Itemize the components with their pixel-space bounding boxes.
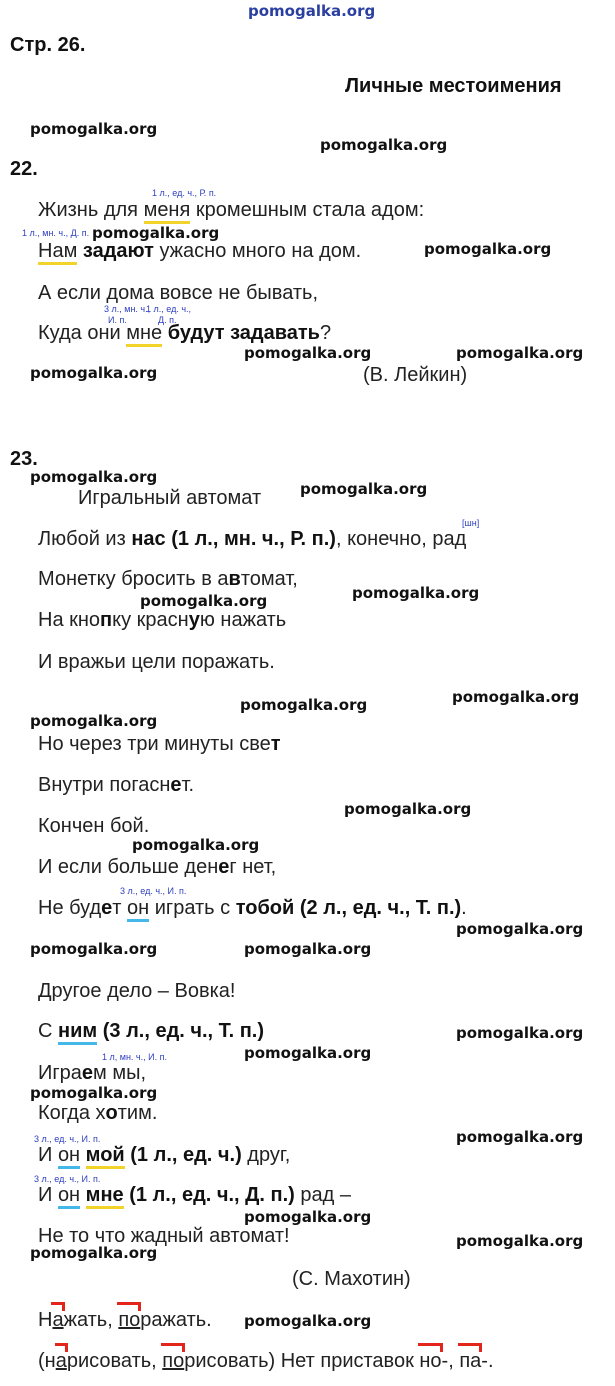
pronoun: мне <box>86 1184 124 1209</box>
poem-author: (С. Махотин) <box>292 1268 411 1290</box>
poem-line: Кончен бой. <box>38 815 150 837</box>
watermark: pomogalka.org <box>132 836 260 854</box>
pronoun: меня <box>144 199 191 224</box>
pronoun: ним <box>58 1020 97 1045</box>
grammar-note: Д. п. <box>158 315 177 325</box>
watermark: pomogalka.org <box>30 120 158 138</box>
watermark: pomogalka.org <box>452 688 580 706</box>
watermark: pomogalka.org <box>456 1232 584 1250</box>
pronoun: мне <box>126 322 162 347</box>
watermark: pomogalka.org <box>248 2 376 20</box>
poem-line: Играем мы, <box>38 1062 147 1084</box>
exercise-number: 22. <box>10 158 38 180</box>
prefix-note: (нарисовать, порисовать) Нет приставок но-, па-. <box>38 1350 494 1372</box>
pronoun: он <box>127 897 149 922</box>
watermark: pomogalka.org <box>352 584 480 602</box>
watermark: pomogalka.org <box>456 344 584 362</box>
watermark: pomogalka.org <box>300 480 428 498</box>
topic-heading: Личные местоимения <box>345 75 562 97</box>
grammar-note: 1 л, мн. ч., И. п. <box>102 1052 167 1062</box>
grammar-note: И. п. <box>108 315 127 325</box>
watermark: pomogalka.org <box>30 1084 158 1102</box>
pronoun: нас <box>131 528 166 550</box>
watermark: pomogalka.org <box>244 1208 372 1226</box>
verb: будут задавать <box>167 322 320 344</box>
poem-line: Но через три минуты свет <box>38 733 281 755</box>
poem-line: И он мой (1 л., ед. ч.) друг, <box>38 1144 290 1167</box>
poem-line: На кнопку красную нажать <box>38 609 287 631</box>
watermark: pomogalka.org <box>30 940 158 958</box>
watermark: pomogalka.org <box>30 364 158 382</box>
poem-line: Монетку бросить в автомат, <box>38 568 298 590</box>
watermark: pomogalka.org <box>244 1312 372 1330</box>
grammar-note: 3 л., ед. ч., И. п. <box>34 1174 101 1184</box>
exercise-number: 23. <box>10 448 38 470</box>
watermark: pomogalka.org <box>30 712 158 730</box>
poem-line: Жизнь для меня кромешным стала адом: <box>38 199 424 222</box>
verb: задают <box>82 240 154 262</box>
prefix-mark: а <box>55 1350 67 1372</box>
watermark: pomogalka.org <box>456 920 584 938</box>
poem-line: Не будет он играть с тобой (2 л., ед. ч., Т. п.). <box>38 897 467 920</box>
watermark: pomogalka.org <box>244 1044 372 1062</box>
grammar-note: 1 л., ед. ч., Р. п. <box>152 188 217 198</box>
watermark: pomogalka.org <box>240 696 368 714</box>
poem-title: Игральный автомат <box>78 487 262 509</box>
watermark: pomogalka.org <box>30 468 158 486</box>
poem-line: Любой из нас (1 л., мн. ч., Р. п.), конечно, рад <box>38 528 467 550</box>
grammar-note: 1 л., мн. ч., Д. п. <box>22 228 90 238</box>
poem-line: Нам задают ужасно много на дом. <box>38 240 361 263</box>
grammar-note: 1 л., ед. ч., <box>146 304 192 314</box>
watermark: pomogalka.org <box>320 136 448 154</box>
grammar-note: 3 л., ед. ч., И. п. <box>34 1134 101 1144</box>
watermark: pomogalka.org <box>30 1244 158 1262</box>
pronoun: он <box>58 1144 80 1169</box>
watermark: pomogalka.org <box>456 1128 584 1146</box>
watermark: pomogalka.org <box>244 344 372 362</box>
pronoun: тобой (2 л., ед. ч., Т. п.) <box>235 897 462 919</box>
prefix-mark: а <box>52 1309 64 1331</box>
poem-line: Когда хотим. <box>38 1102 158 1124</box>
pronoun: мой <box>86 1144 125 1169</box>
phonetic-note: [шн] <box>462 518 480 528</box>
watermark: pomogalka.org <box>344 800 472 818</box>
watermark: pomogalka.org <box>92 224 220 242</box>
poem-line: С ним (3 л., ед. ч., Т. п.) <box>38 1020 264 1043</box>
poem-line: И если больше денег нет, <box>38 856 277 878</box>
pronoun: он <box>58 1184 80 1209</box>
poem-line: Внутри погаснет. <box>38 774 194 796</box>
prefix-mark: но <box>419 1350 442 1372</box>
prefix-mark: по <box>118 1309 141 1331</box>
watermark: pomogalka.org <box>244 940 372 958</box>
grammar-note: 3 л., мн. ч., <box>104 304 151 314</box>
watermark: pomogalka.org <box>456 1024 584 1042</box>
prefix-mark: па <box>459 1350 482 1372</box>
page-label: Стр. 26. <box>10 34 86 56</box>
poem-author: (В. Лейкин) <box>363 364 468 386</box>
pronoun: Нам <box>38 240 77 265</box>
poem-line: Не то что жадный автомат! <box>38 1225 290 1247</box>
watermark: pomogalka.org <box>140 592 268 610</box>
poem-line: И он мне (1 л., ед. ч., Д. п.) рад – <box>38 1184 351 1207</box>
poem-line: Куда они мне будут задавать? <box>38 322 331 345</box>
poem-line: А если дома вовсе не бывать, <box>38 282 319 304</box>
grammar-note: 3 л., ед. ч., И. п. <box>120 886 187 896</box>
poem-line: Другое дело – Вовка! <box>38 980 236 1002</box>
prefix-mark: по <box>162 1350 185 1372</box>
watermark: pomogalka.org <box>424 240 552 258</box>
poem-line: И вражьи цели поражать. <box>38 651 275 673</box>
pronoun: они <box>87 322 121 344</box>
prefix-note: Нажать, поражать. <box>38 1309 212 1331</box>
